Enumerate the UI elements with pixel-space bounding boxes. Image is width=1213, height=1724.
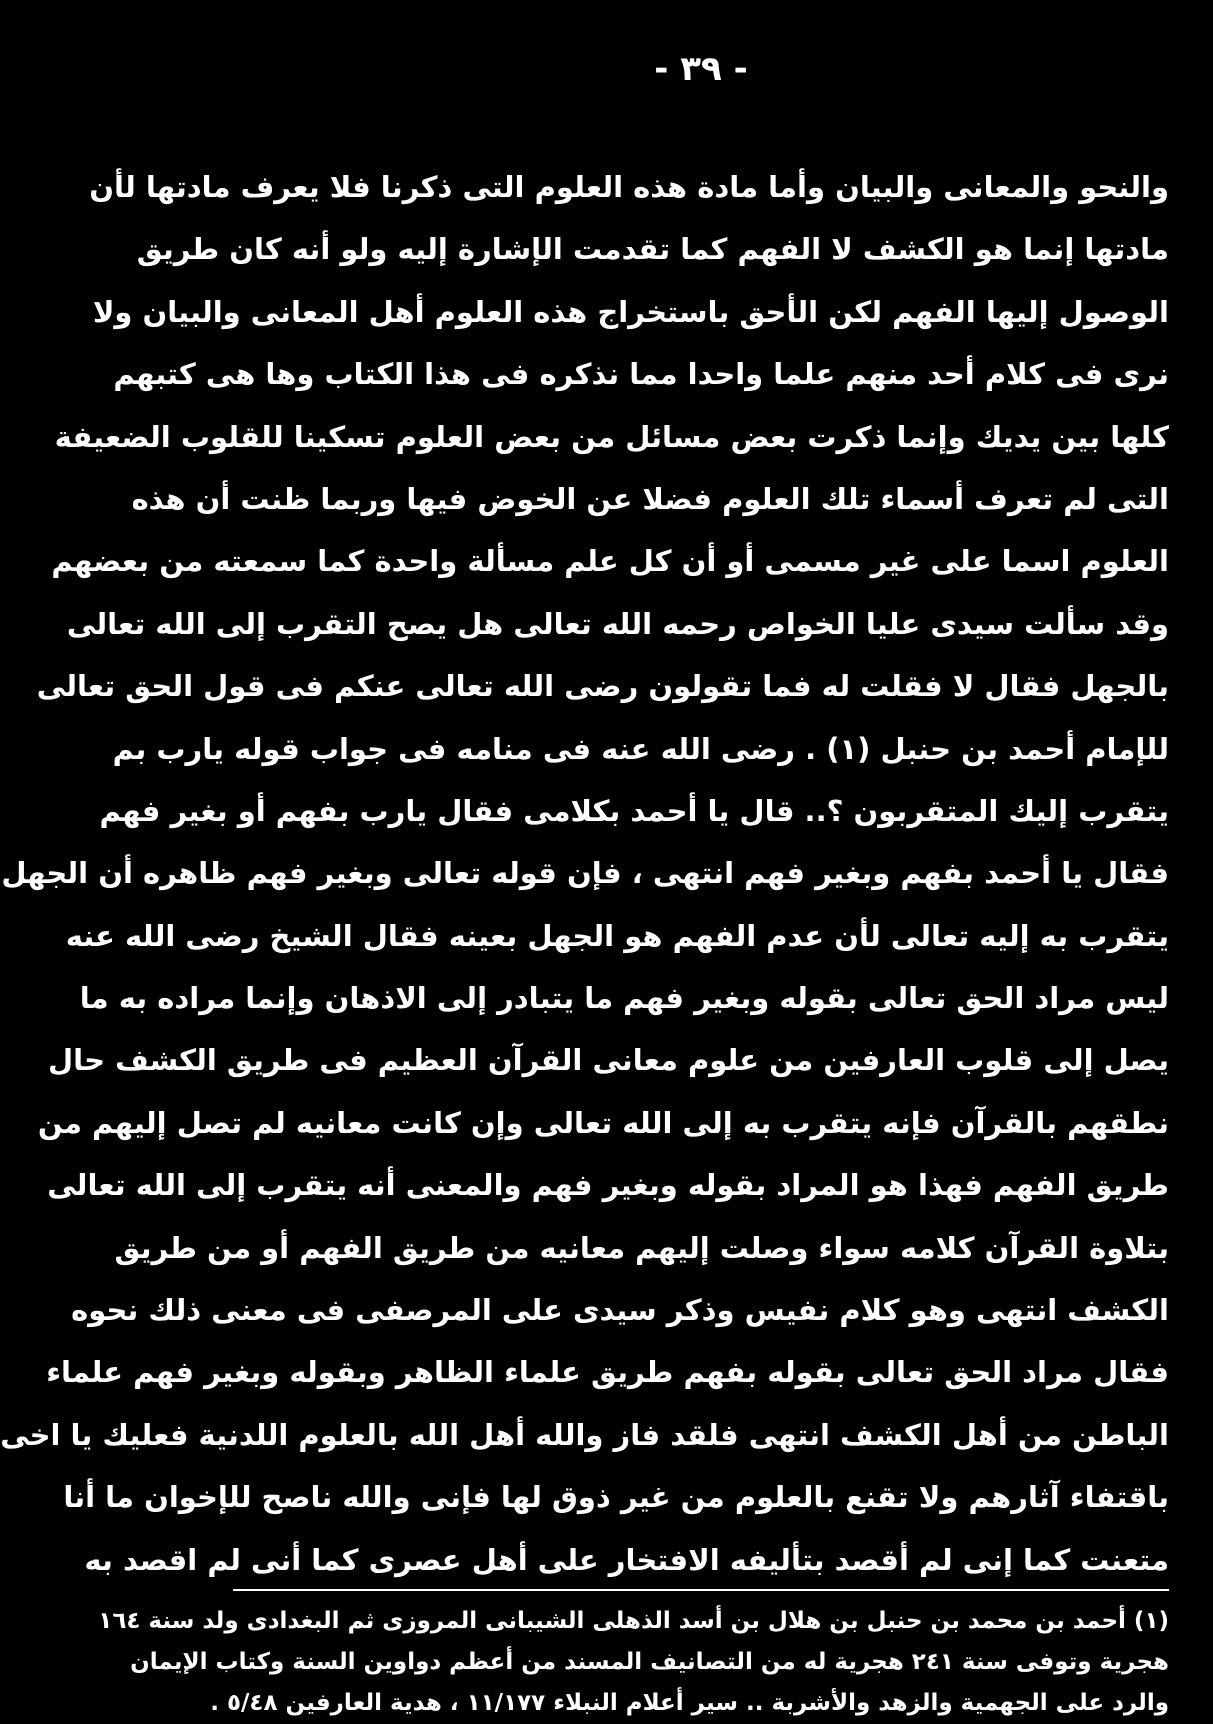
text-line: كلها بين يديك وإنما ذكرت بعض مسائل من بعض العلوم تسكينا للقلوب الضعيفة xyxy=(54,419,1169,454)
main-text xyxy=(0,156,1169,1591)
text-line: فقال يا أحمد بفهم وبغير فهم انتهى ، فإن قوله تعالى وبغير فهم ظاهره أن الجهل xyxy=(1,856,1169,891)
footnote-line: هجرية وتوفى سنة ٢٤١ هجرية له من التصانيف المسند من أعظم دواوين السنة وكتاب الإيمان xyxy=(130,1648,1169,1675)
text-line: وقد سألت سيدى عليا الخواص رحمه الله تعالى هل يصح التقرب إلى الله تعالى xyxy=(66,606,1169,641)
text-line: يتقرب به إليه تعالى لأن عدم الفهم هو الجهل بعينه فقال الشيخ رضى الله عنه xyxy=(65,918,1169,953)
text-line: نطقهم بالقرآن فإنه يتقرب به إلى الله تعالى وإن كانت معانيه لم تصل إليهم من xyxy=(37,1105,1169,1140)
text-line: بالجهل فقال لا فقلت له فما تقولون رضى الله تعالى عنكم فى قول الحق تعالى xyxy=(36,669,1169,704)
text-line: بتلاوة القرآن كلامه سواء وصلت إليهم معانيه من طريق الفهم أو من طريق xyxy=(114,1230,1169,1265)
text-line: الكشف انتهى وهو كلام نفيس وذكر سيدى على المرصفى فى معنى ذلك نحوه xyxy=(71,1293,1169,1328)
text-line: يتقرب إليك المتقربون ؟.. قال يا أحمد بكلامى فقال يارب بفهم أو بغير فهم xyxy=(99,793,1169,828)
text-line: يصل إلى قلوب العارفين من علوم معانى القرآن العظيم فى طريق الكشف حال xyxy=(48,1043,1169,1078)
footnote-line: والرد على الجهمية والزهد والأشربة .. سير أعلام النبلاء ١١/١٧٧ ، هدية العارفين ٥/٤٨ . xyxy=(210,1689,1169,1716)
footnotes xyxy=(98,1601,1169,1724)
text-line: مادتها إنما هو الكشف لا الفهم كما تقدمت الإشارة إليه ولو أنه كان طريق xyxy=(136,232,1169,267)
text-line: الوصول إليها الفهم لكن الأحق باستخراج هذه العلوم أهل المعانى والبيان ولا xyxy=(92,294,1169,329)
footnote-line: (١) أحمد بن محمد بن حنبل بن هلال بن أسد الذهلى الشيبانى المروزى ثم البغدادى ولد سنة ١٦٤ xyxy=(98,1607,1169,1634)
text-line-last: متعنت كما إنى لم أقصد بتأليفه الافتخار على أهل عصرى كما أنى لم اقصد به xyxy=(233,1529,1169,1591)
text-line: طريق الفهم فهذا هو المراد بقوله وبغير فهم والمعنى أنه يتقرب إلى الله تعالى xyxy=(47,1168,1169,1203)
text-line: العلوم اسما على غير مسمى أو أن كل علم مسألة واحدة كما سمعته من بعضهم xyxy=(51,544,1169,579)
text-line: نرى فى كلام أحد منهم علما واحدا مما نذكره فى هذا الكتاب وها هى كتبهم xyxy=(113,357,1169,392)
text-line: ليس مراد الحق تعالى بقوله وبغير فهم ما يتبادر إلى الاذهان وإنما مراده به ما xyxy=(79,981,1169,1016)
text-line: والنحو والمعانى والبيان وأما مادة هذه العلوم التى ذكرنا فلا يعرف مادتها لأن xyxy=(89,170,1169,204)
page-number: - ٣٩ - xyxy=(654,49,748,89)
text-line: باقتفاء آثارهم ولا تقنع بالعلوم من غير ذوق لها فإنى والله ناصح للإخوان ما أنا xyxy=(63,1480,1169,1515)
text-line: فقال مراد الحق تعالى بقوله بفهم طريق علماء الظاهر وبقوله وبغير فهم علماء xyxy=(46,1355,1169,1390)
text-line: التى لم تعرف أسماء تلك العلوم فضلا عن الخوض فيها وربما ظنت أن هذه xyxy=(131,481,1169,516)
text-line: الباطن من أهل الكشف انتهى فلقد فاز والله أهل الله بالعلوم اللدنية فعليك يا اخى xyxy=(0,1417,1169,1452)
text-line: للإمام أحمد بن حنبل (١) . رضى الله عنه فى منامه فى جواب قوله يارب بم xyxy=(112,731,1169,766)
